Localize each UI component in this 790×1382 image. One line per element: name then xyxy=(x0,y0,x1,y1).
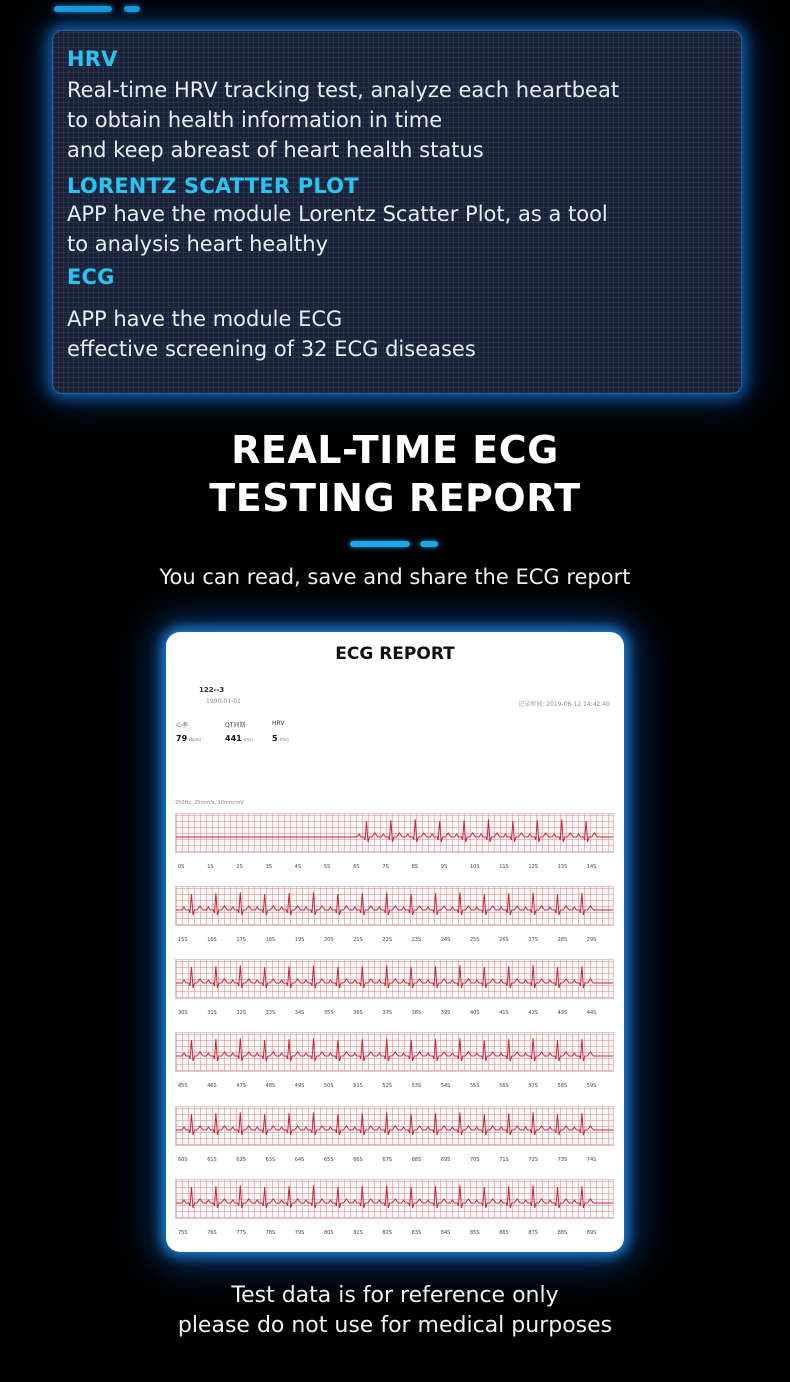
metric-label-hrv: HRV xyxy=(272,720,285,727)
metric-number: 79 xyxy=(176,734,188,743)
ecg-time-tick: 83S xyxy=(411,1230,422,1236)
ecg-time-tick: 21S xyxy=(353,937,363,943)
ecg-time-tick: 9S xyxy=(440,864,448,870)
ecg-time-tick: 49S xyxy=(294,1083,305,1089)
metric-unit: (bpm) xyxy=(189,737,202,742)
ecg-time-tick: 63S xyxy=(265,1157,276,1163)
ecg-trace xyxy=(176,892,613,915)
ecg-time-tick: 4S xyxy=(294,864,302,870)
ecg-time-tick: 80S xyxy=(324,1230,334,1236)
features-panel xyxy=(52,30,742,394)
ecg-time-tick: 73S xyxy=(557,1157,568,1163)
ecg-time-tick: 66S xyxy=(353,1157,363,1163)
ecg-time-tick: 48S xyxy=(265,1083,276,1089)
metric-label-qt: QT间期 xyxy=(225,722,246,729)
ecg-trace-svg xyxy=(176,814,613,852)
headline-line-1: REAL-TIME ECG xyxy=(231,428,559,472)
ecg-time-tick: 14S xyxy=(586,864,597,870)
ecg-time-tick: 20S xyxy=(324,937,334,943)
ecg-time-tick: 7S xyxy=(382,864,389,870)
ecg-time-tick: 25S xyxy=(470,937,480,943)
ecg-time-tick: 0S xyxy=(178,864,185,870)
ecg-time-tick: 46S xyxy=(207,1083,217,1089)
ecg-trace-svg xyxy=(176,960,613,998)
ecg-time-tick: 30S xyxy=(178,1010,188,1016)
ecg-time-tick: 79S xyxy=(294,1230,305,1236)
metric-unit: (ms) xyxy=(243,737,253,742)
ecg-time-tick: 24S xyxy=(440,937,451,943)
ecg-time-tick: 82S xyxy=(382,1230,392,1236)
ecg-time-tick: 69S xyxy=(440,1157,451,1163)
ecg-time-tick: 29S xyxy=(586,937,597,943)
ecg-time-tick: 2S xyxy=(236,864,243,870)
ecg-time-tick: 36S xyxy=(353,1010,363,1016)
ecg-time-tick: 89S xyxy=(586,1230,597,1236)
ecg-trace-svg xyxy=(176,887,613,925)
decor-bar-long xyxy=(54,6,112,12)
decor-bar-short xyxy=(124,6,140,12)
ecg-time-tick: 71S xyxy=(499,1157,509,1163)
feature-line: Real-time HRV tracking test, analyze each heartbeat xyxy=(67,78,620,102)
ecg-time-tick: 35S xyxy=(324,1010,334,1016)
ecg-report-card xyxy=(166,632,624,1252)
ecg-time-tick: 11S xyxy=(499,864,509,870)
ecg-settings: 250Hz, 25mm/s, 10mm/mV xyxy=(175,800,244,806)
ecg-time-tick: 43S xyxy=(557,1010,568,1016)
ecg-time-tick: 51S xyxy=(353,1083,363,1089)
feature-line: APP have the module ECG xyxy=(67,307,343,331)
ecg-trace-svg xyxy=(176,1033,613,1071)
ecg-strip xyxy=(175,813,614,853)
ecg-time-tick: 86S xyxy=(499,1230,509,1236)
ecg-time-axis xyxy=(175,1010,612,1022)
ecg-time-tick: 8S xyxy=(411,864,418,870)
ecg-time-tick: 67S xyxy=(382,1157,392,1163)
ecg-strip xyxy=(175,959,614,999)
ecg-time-tick: 13S xyxy=(557,864,568,870)
ecg-time-tick: 3S xyxy=(265,864,272,870)
feature-body-lorentz xyxy=(67,199,608,259)
ecg-time-tick: 39S xyxy=(440,1010,451,1016)
ecg-time-tick: 78S xyxy=(265,1230,276,1236)
ecg-time-tick: 19S xyxy=(294,937,305,943)
ecg-strip xyxy=(175,886,614,926)
ecg-time-tick: 47S xyxy=(236,1083,246,1089)
report-title: ECG REPORT xyxy=(335,644,455,664)
ecg-time-tick: 76S xyxy=(207,1230,217,1236)
ecg-time-tick: 6S xyxy=(353,864,360,870)
ecg-time-axis xyxy=(175,1157,612,1169)
ecg-time-tick: 17S xyxy=(236,937,246,943)
ecg-time-tick: 64S xyxy=(294,1157,305,1163)
ecg-time-tick: 56S xyxy=(499,1083,509,1089)
feature-title-lorentz: LORENTZ SCATTER PLOT xyxy=(67,174,359,198)
feature-title-ecg: ECG xyxy=(67,265,115,289)
record-time: 记录时间: 2019-06-12 14:42:40 xyxy=(518,701,610,708)
ecg-trace xyxy=(176,819,613,842)
metric-value-hrv xyxy=(272,734,289,743)
feature-line: to obtain health information in time xyxy=(67,108,443,132)
disclaimer-line-1: Test data is for reference only xyxy=(231,1283,559,1308)
ecg-time-tick: 41S xyxy=(499,1010,509,1016)
ecg-time-tick: 60S xyxy=(178,1157,188,1163)
ecg-trace xyxy=(176,965,613,988)
ecg-time-tick: 61S xyxy=(207,1157,217,1163)
ecg-time-tick: 26S xyxy=(499,937,509,943)
metric-number: 441 xyxy=(225,734,242,743)
ecg-trace xyxy=(176,1038,613,1061)
ecg-time-tick: 74S xyxy=(586,1157,597,1163)
metric-value-heart-rate xyxy=(176,734,201,743)
ecg-time-tick: 88S xyxy=(557,1230,568,1236)
ecg-time-tick: 75S xyxy=(178,1230,188,1236)
metric-label-heart-rate: 心率 xyxy=(176,722,189,729)
ecg-time-tick: 42S xyxy=(528,1010,538,1016)
ecg-time-tick: 50S xyxy=(324,1083,334,1089)
headline-line-2: TESTING REPORT xyxy=(209,476,581,520)
metric-unit: (ms) xyxy=(279,737,289,742)
ecg-time-axis xyxy=(175,1083,612,1095)
feature-line: and keep abreast of heart health status xyxy=(67,138,484,162)
birth-date: 1990-01-01 xyxy=(206,698,241,705)
ecg-time-tick: 87S xyxy=(528,1230,538,1236)
ecg-time-tick: 5S xyxy=(324,864,331,870)
ecg-time-tick: 31S xyxy=(207,1010,217,1016)
ecg-strip xyxy=(175,1106,614,1146)
ecg-time-tick: 72S xyxy=(528,1157,538,1163)
ecg-time-tick: 32S xyxy=(236,1010,246,1016)
ecg-time-tick: 62S xyxy=(236,1157,246,1163)
ecg-time-tick: 53S xyxy=(411,1083,422,1089)
ecg-time-tick: 85S xyxy=(470,1230,480,1236)
ecg-time-tick: 77S xyxy=(236,1230,246,1236)
ecg-time-tick: 84S xyxy=(440,1230,451,1236)
feature-line: to analysis heart healthy xyxy=(67,232,329,256)
ecg-time-tick: 1S xyxy=(207,864,214,870)
ecg-time-tick: 40S xyxy=(470,1010,480,1016)
ecg-time-tick: 52S xyxy=(382,1083,392,1089)
ecg-time-tick: 16S xyxy=(207,937,217,943)
ecg-time-tick: 55S xyxy=(470,1083,480,1089)
ecg-time-tick: 28S xyxy=(557,937,568,943)
feature-title-hrv: HRV xyxy=(67,47,118,71)
decor-bar-short-mid xyxy=(420,541,438,547)
ecg-time-axis xyxy=(175,864,612,876)
ecg-time-tick: 81S xyxy=(353,1230,363,1236)
ecg-time-axis xyxy=(175,937,612,949)
ecg-time-tick: 10S xyxy=(470,864,480,870)
ecg-trace xyxy=(176,1112,613,1135)
subtitle: You can read, save and share the ECG report xyxy=(159,565,631,589)
ecg-time-tick: 57S xyxy=(528,1083,538,1089)
ecg-time-tick: 38S xyxy=(411,1010,422,1016)
decor-bar-long-mid xyxy=(350,541,410,547)
ecg-strip xyxy=(175,1032,614,1072)
patient-id: 122--3 xyxy=(199,686,225,694)
ecg-time-axis xyxy=(175,1230,612,1242)
ecg-time-tick: 70S xyxy=(470,1157,480,1163)
feature-line: APP have the module Lorentz Scatter Plot, as a tool xyxy=(67,202,608,226)
metric-number: 5 xyxy=(272,734,278,743)
ecg-time-tick: 12S xyxy=(528,864,538,870)
ecg-time-tick: 68S xyxy=(411,1157,422,1163)
ecg-time-tick: 33S xyxy=(265,1010,276,1016)
disclaimer-line-2: please do not use for medical purposes xyxy=(177,1313,613,1338)
ecg-trace xyxy=(176,1185,613,1208)
ecg-time-tick: 54S xyxy=(440,1083,451,1089)
ecg-strip xyxy=(175,1179,614,1219)
ecg-time-tick: 37S xyxy=(382,1010,392,1016)
ecg-time-tick: 58S xyxy=(557,1083,568,1089)
ecg-time-tick: 27S xyxy=(528,937,538,943)
metric-value-qt xyxy=(225,734,253,743)
ecg-time-tick: 23S xyxy=(411,937,422,943)
ecg-time-tick: 44S xyxy=(586,1010,597,1016)
feature-line: effective screening of 32 ECG diseases xyxy=(67,337,476,361)
feature-body-hrv xyxy=(67,75,619,165)
ecg-time-tick: 45S xyxy=(178,1083,188,1089)
ecg-time-tick: 22S xyxy=(382,937,392,943)
feature-body-ecg xyxy=(67,304,476,364)
ecg-trace-svg xyxy=(176,1180,613,1218)
ecg-time-tick: 59S xyxy=(586,1083,597,1089)
ecg-time-tick: 15S xyxy=(178,937,188,943)
ecg-time-tick: 18S xyxy=(265,937,276,943)
ecg-time-tick: 34S xyxy=(294,1010,305,1016)
ecg-trace-svg xyxy=(176,1107,613,1145)
ecg-time-tick: 65S xyxy=(324,1157,334,1163)
